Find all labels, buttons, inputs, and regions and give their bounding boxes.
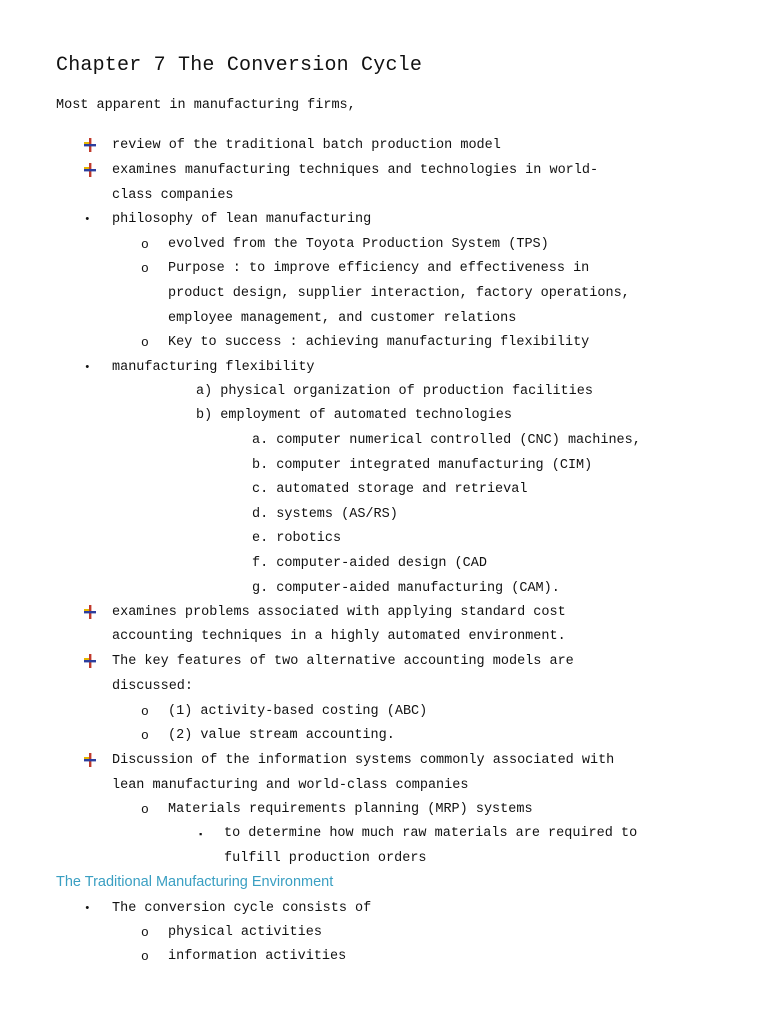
- o-marker: o: [141, 704, 149, 719]
- list-item: examines problems associated with applying standard cost: [112, 605, 566, 620]
- list-item-continuation: class companies: [112, 188, 234, 203]
- list-item-continuation: discussed:: [112, 679, 194, 694]
- nested-list-item: g. computer-aided manufacturing (CAM).: [252, 581, 560, 596]
- cross-bullet-icon: [84, 163, 96, 177]
- sub-list-item: (1) activity-based costing (ABC): [168, 704, 428, 719]
- sub-list-item-continuation: employee management, and customer relations: [168, 311, 517, 326]
- cross-bullet-icon: [84, 654, 96, 668]
- square-bullet-marker: ▪: [198, 830, 204, 840]
- list-item: The conversion cycle consists of: [112, 901, 372, 916]
- list-item: review of the traditional batch production model: [112, 138, 501, 153]
- page-title: Chapter 7 The Conversion Cycle: [56, 54, 423, 77]
- nested-list-item: d. systems (AS/RS): [252, 507, 398, 522]
- o-marker: o: [141, 728, 149, 743]
- sub-list-item: (2) value stream accounting.: [168, 728, 395, 743]
- nested-list-item: c. automated storage and retrieval: [252, 482, 528, 497]
- sub-list-item-continuation: product design, supplier interaction, factory operations,: [168, 286, 630, 301]
- cross-bullet-icon: [84, 753, 96, 767]
- o-marker: o: [141, 237, 149, 252]
- sub-list-item: a) physical organization of production facilities: [196, 384, 593, 399]
- o-marker: o: [141, 261, 149, 276]
- sub-list-item: physical activities: [168, 925, 322, 940]
- cross-bullet-icon: [84, 605, 96, 619]
- nested-list-item-continuation: fulfill production orders: [224, 851, 427, 866]
- list-item: examines manufacturing techniques and technologies in world-: [112, 163, 599, 178]
- section-heading: The Traditional Manufacturing Environment: [56, 874, 334, 890]
- sub-list-item: Purpose : to improve efficiency and effectiveness in: [168, 261, 590, 276]
- list-item-continuation: accounting techniques in a highly automated environment.: [112, 629, 566, 644]
- nested-list-item: b. computer integrated manufacturing (CIM): [252, 458, 593, 473]
- sub-list-item: evolved from the Toyota Production System (TPS): [168, 237, 549, 252]
- nested-list-item: f. computer-aided design (CAD: [252, 556, 487, 571]
- o-marker: o: [141, 949, 149, 964]
- bullet-marker: •: [84, 903, 91, 915]
- sub-list-item: Materials requirements planning (MRP) systems: [168, 802, 533, 817]
- nested-list-item: to determine how much raw materials are required to: [224, 826, 638, 841]
- list-item: manufacturing flexibility: [112, 360, 315, 375]
- sub-list-item: Key to success : achieving manufacturing flexibility: [168, 335, 590, 350]
- list-item-continuation: lean manufacturing and world-class companies: [112, 778, 469, 793]
- nested-list-item: e. robotics: [252, 531, 342, 546]
- list-item: Discussion of the information systems commonly associated with: [112, 753, 615, 768]
- cross-bullet-icon: [84, 138, 96, 152]
- sub-list-item: information activities: [168, 949, 347, 964]
- o-marker: o: [141, 925, 149, 940]
- list-item: philosophy of lean manufacturing: [112, 212, 372, 227]
- bullet-marker: •: [84, 214, 91, 226]
- sub-list-item: b) employment of automated technologies: [196, 408, 512, 423]
- o-marker: o: [141, 335, 149, 350]
- list-item: The key features of two alternative accounting models are: [112, 654, 574, 669]
- o-marker: o: [141, 802, 149, 817]
- intro-text: Most apparent in manufacturing firms,: [56, 98, 356, 113]
- bullet-marker: •: [84, 362, 91, 374]
- nested-list-item: a. computer numerical controlled (CNC) machines,: [252, 433, 641, 448]
